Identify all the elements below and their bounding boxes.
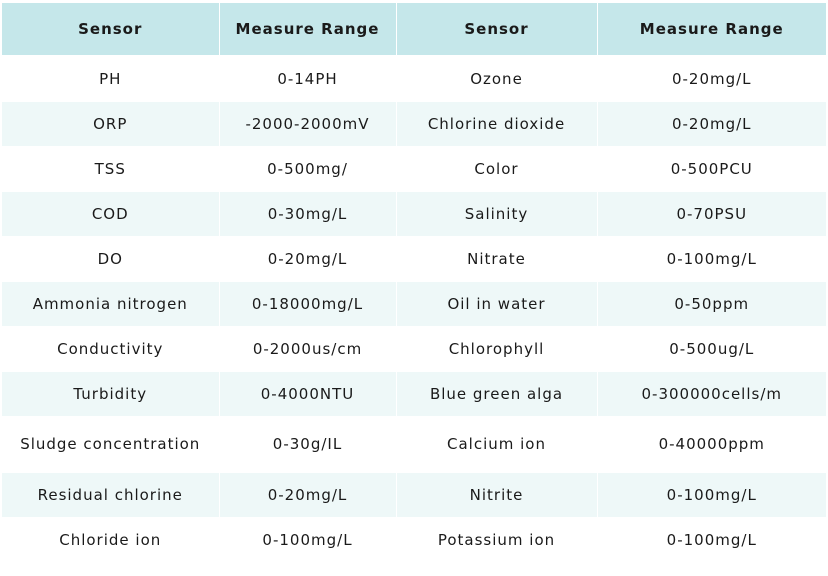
sensor-measure-range-table bbox=[2, 3, 826, 563]
sensor-cell: Nitrate bbox=[396, 237, 597, 282]
sensor-cell: ORP bbox=[2, 102, 219, 147]
table-row bbox=[2, 147, 826, 192]
sensor-cell: Chloride ion bbox=[2, 518, 219, 563]
sensor-cell: Chlorine dioxide bbox=[396, 102, 597, 147]
table-header-row bbox=[2, 3, 826, 57]
table-row bbox=[2, 327, 826, 372]
range-cell: 0-100mg/L bbox=[597, 237, 826, 282]
sensor-cell: Oil in water bbox=[396, 282, 597, 327]
range-cell: 0-70PSU bbox=[597, 192, 826, 237]
sensor-cell: DO bbox=[2, 237, 219, 282]
range-cell: 0-20mg/L bbox=[597, 102, 826, 147]
table-row bbox=[2, 237, 826, 282]
range-cell: 0-18000mg/L bbox=[219, 282, 396, 327]
table-row bbox=[2, 417, 826, 473]
range-cell: 0-100mg/L bbox=[597, 473, 826, 518]
range-cell: 0-30mg/L bbox=[219, 192, 396, 237]
header-sensor-2: Sensor bbox=[396, 3, 597, 57]
sensor-cell: TSS bbox=[2, 147, 219, 192]
range-cell: 0-2000us/cm bbox=[219, 327, 396, 372]
range-cell: 0-50ppm bbox=[597, 282, 826, 327]
sensor-cell: Blue green alga bbox=[396, 372, 597, 417]
range-cell: 0-500PCU bbox=[597, 147, 826, 192]
range-cell: 0-500ug/L bbox=[597, 327, 826, 372]
range-cell: 0-500mg/ bbox=[219, 147, 396, 192]
table-row bbox=[2, 57, 826, 102]
sensor-cell: Turbidity bbox=[2, 372, 219, 417]
sensor-cell: Ammonia nitrogen bbox=[2, 282, 219, 327]
header-measure-range-2: Measure Range bbox=[597, 3, 826, 57]
range-cell: 0-100mg/L bbox=[219, 518, 396, 563]
sensor-cell: Color bbox=[396, 147, 597, 192]
sensor-cell: Residual chlorine bbox=[2, 473, 219, 518]
range-cell: 0-20mg/L bbox=[219, 237, 396, 282]
range-cell: 0-20mg/L bbox=[219, 473, 396, 518]
range-cell: 0-14PH bbox=[219, 57, 396, 102]
range-cell: 0-300000cells/m bbox=[597, 372, 826, 417]
table-row bbox=[2, 473, 826, 518]
header-sensor-1: Sensor bbox=[2, 3, 219, 57]
sensor-cell: Salinity bbox=[396, 192, 597, 237]
table-row bbox=[2, 372, 826, 417]
header-measure-range-1: Measure Range bbox=[219, 3, 396, 57]
sensor-cell: COD bbox=[2, 192, 219, 237]
range-cell: -2000-2000mV bbox=[219, 102, 396, 147]
table-row bbox=[2, 518, 826, 563]
sensor-cell: Potassium ion bbox=[396, 518, 597, 563]
sensor-cell: Chlorophyll bbox=[396, 327, 597, 372]
sensor-cell: Calcium ion bbox=[396, 417, 597, 473]
sensor-cell: Conductivity bbox=[2, 327, 219, 372]
table-row bbox=[2, 282, 826, 327]
range-cell: 0-4000NTU bbox=[219, 372, 396, 417]
sensor-cell: PH bbox=[2, 57, 219, 102]
sensor-cell: Ozone bbox=[396, 57, 597, 102]
range-cell: 0-40000ppm bbox=[597, 417, 826, 473]
sensor-cell: Nitrite bbox=[396, 473, 597, 518]
table-row bbox=[2, 102, 826, 147]
sensor-cell: Sludge concentration bbox=[2, 417, 219, 473]
range-cell: 0-20mg/L bbox=[597, 57, 826, 102]
range-cell: 0-30g/IL bbox=[219, 417, 396, 473]
table-row bbox=[2, 192, 826, 237]
range-cell: 0-100mg/L bbox=[597, 518, 826, 563]
sensor-table-container bbox=[2, 3, 826, 563]
